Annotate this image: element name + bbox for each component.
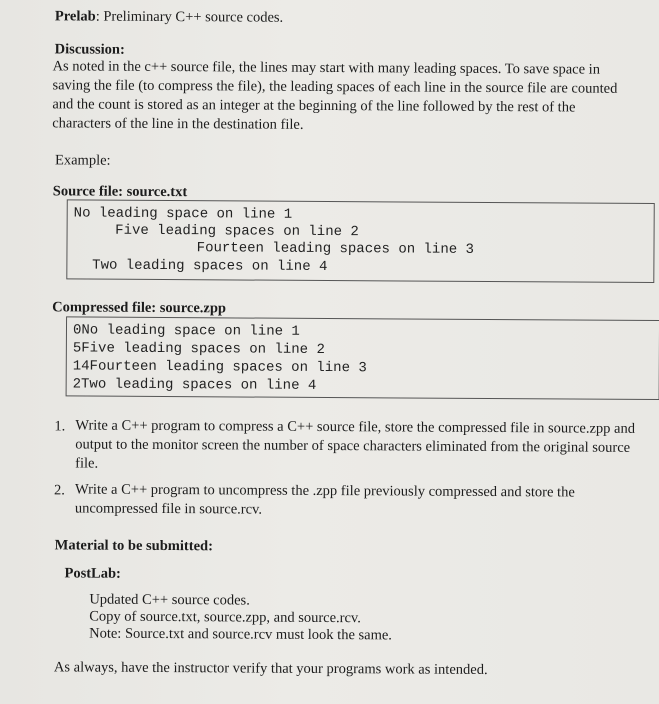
discussion-line-1: As noted in the c++ source file, the lines may start with many leading spaces. To save space in [52,58,601,78]
discussion-heading: Discussion: [54,41,125,58]
source-code-box [66,199,654,283]
prelab-rest: : Preliminary C++ source codes. [95,8,284,26]
discussion-line-2: saving the file (to compress the file), the leading spaces of each line in the source file are counted [52,77,618,97]
source-line-1: No leading space on line 1 [73,205,293,223]
prelab-title [55,6,283,27]
source-line-3: Fourteen leading spaces on line 3 [87,239,474,258]
task-2-number: 2. [53,482,65,499]
compressed-code-box [66,316,659,400]
prelab-label: Prelab [54,8,96,25]
source-heading: Source file: source.txt [52,183,188,201]
compressed-line-2: 5Five leading spaces on line 2 [72,340,325,358]
compressed-line-4: 2Two leading spaces on line 4 [72,376,317,394]
closing-note: As always, have the instructor verify that your programs work as intended. [53,659,488,678]
postlab-line-3: Note: Source.txt and source.rcv must look the same. [89,625,393,644]
source-line-2: Five leading spaces on line 2 [81,222,359,241]
compressed-line-1: 0No leading space on line 1 [72,322,300,340]
source-line-4: Two leading spaces on line 4 [75,257,328,276]
postlab-line-1: Updated C++ source codes. [89,591,250,609]
task-1-number: 1. [54,418,66,435]
example-label: Example: [54,152,111,169]
material-heading: Material to be submitted: [54,537,213,555]
discussion-line-3: and the count is stored as an integer at the beginning of the line followed by the rest of the [52,96,576,116]
task-2-text: Write a C++ program to uncompress the .zpp file previously compressed and store the uncompressed file in source.rcv. [74,481,575,518]
compressed-heading: Compressed file: source.zpp [52,299,227,317]
discussion-line-4: characters of the line in the destination file. [52,115,304,133]
postlab-heading: PostLab: [64,565,121,582]
postlab-line-2: Copy of source.txt, source.zpp, and source.rcv. [89,608,361,627]
task-1-text: Write a C++ program to compress a C++ source file, store the compressed file in source.zpp and output to the monitor screen the number of space characters eliminated from the original source file. [75,417,636,472]
compressed-line-3: 14Fourteen leading spaces on line 3 [72,358,367,377]
